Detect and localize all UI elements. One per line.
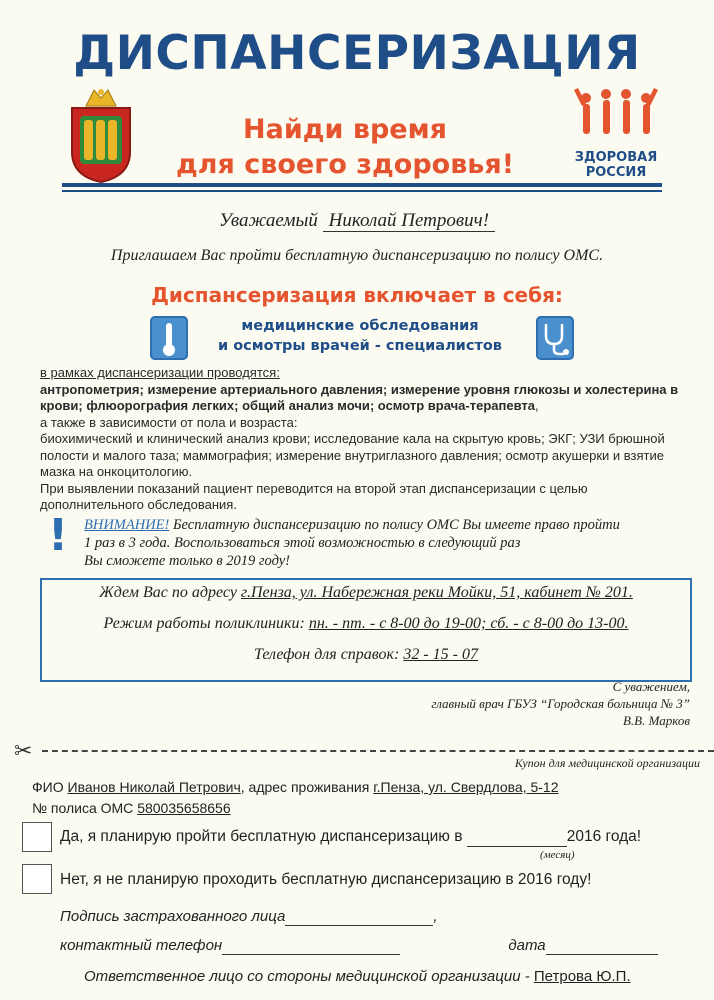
logo-text-line1: ЗДОРОВАЯ <box>574 150 658 165</box>
phone-line <box>40 646 692 664</box>
yes-checkbox[interactable] <box>22 822 52 852</box>
includes-line1: медицинские обследования <box>241 318 479 334</box>
cut-line <box>42 750 714 752</box>
header-rule-thin <box>62 190 662 192</box>
healthy-russia-logo-icon <box>572 86 662 148</box>
stethoscope-icon <box>536 316 574 360</box>
page-title: ДИСПАНСЕРИЗАЦИЯ <box>73 26 641 81</box>
details-second-stage: При выявлении показаний пациент переводится на второй этап диспансеризации с целью дополнительного обследования. <box>40 480 588 512</box>
address-value-coupon: г.Пенза, ул. Свердлова, 5-12 <box>373 779 559 795</box>
slogan <box>160 112 530 182</box>
includes-line2: и осмотры врачей - специалистов <box>218 338 502 354</box>
scissors-icon: ✂ <box>14 738 33 763</box>
no-checkbox[interactable] <box>22 864 52 894</box>
slogan-line2: для своего здоровья! <box>175 149 515 180</box>
yes-option <box>60 828 700 847</box>
hours-line <box>40 615 692 633</box>
polis-label: № полиса ОМС <box>32 800 138 816</box>
responsible-value: Петрова Ю.П. <box>533 968 631 985</box>
date-label: дата <box>508 937 546 954</box>
includes-heading: Диспансеризация включает в себя: <box>151 283 563 307</box>
coupon-title: Купон для медицинской организации <box>514 756 700 770</box>
attention-line2: 1 раз в 3 года. Воспользоваться этой возможностью в следующий раз <box>84 535 521 551</box>
details-intro: в рамках диспансеризации проводятся: <box>40 365 280 380</box>
details-block <box>40 365 685 514</box>
exclamation-icon: ! <box>48 510 69 561</box>
greeting-name: Николай Петрович! <box>323 210 495 232</box>
logo-text-line2: РОССИЯ <box>585 165 647 180</box>
month-field[interactable] <box>467 828 567 847</box>
attention-word: ВНИМАНИЕ! <box>84 517 170 533</box>
attention-line1: Бесплатную диспансеризацию по полису ОМС Вы имеете право пройти <box>169 517 620 533</box>
details-bold: антропометрия; измерение артериального давления; измерение уровня глюкозы и холестерина в крови; флюорография легких; общий анализ мочи; осмотр врача-терапевта <box>40 381 679 413</box>
thermometer-icon <box>150 316 188 360</box>
yes-text: Да, я планирую пройти бесплатную диспансеризацию в <box>60 828 463 845</box>
address-label-coupon: , адрес проживания <box>240 779 374 795</box>
includes-subtitle <box>190 316 530 356</box>
phone-label: Телефон для справок: <box>254 646 404 663</box>
responsible-line <box>84 968 704 985</box>
attention-line3: Вы сможете только в 2019 году! <box>84 553 291 569</box>
hours-label: Режим работы поликлиники: <box>103 615 309 632</box>
sign-label: Подпись застрахованного лица <box>60 908 286 925</box>
fio-label: ФИО <box>32 779 68 795</box>
coat-of-arms-icon <box>66 86 136 184</box>
details-also: а также в зависимости от пола и возраста: <box>40 414 298 430</box>
phone-field[interactable] <box>222 937 400 955</box>
hours-value: пн. - пт. - с 8-00 до 19-00; сб. - с 8-00 до 13-00. <box>308 615 629 632</box>
insured-signature-line <box>60 908 660 926</box>
signature-line3: В.В. Марков <box>622 713 690 728</box>
yes-year: 2016 года! <box>566 828 642 845</box>
header-rule <box>62 183 662 187</box>
slogan-line1: Найди время <box>243 114 447 145</box>
month-hint: (месяц) <box>540 849 575 861</box>
signature-field[interactable] <box>285 908 433 926</box>
signature-line1: С уважением, <box>612 679 690 694</box>
contact-line <box>60 937 700 955</box>
signature-line2: главный врач ГБУЗ “Городская больница № 3” <box>431 696 690 711</box>
no-option: Нет, я не планирую проходить бесплатную диспансеризацию в 2016 году! <box>60 871 592 888</box>
date-field[interactable] <box>546 937 658 955</box>
details-extra: биохимический и клинический анализ крови; исследование кала на скрытую кровь; ЭКГ; УЗИ брюшной полости и малого таза; маммография; измерение внутриглазного давления; осмотр акушерки и взятие мазка на онкоцитологию. <box>40 431 665 479</box>
address-line <box>40 584 692 602</box>
address-label: Ждем Вас по адресу <box>99 584 241 601</box>
fio-value: Иванов Николай Петрович <box>67 779 241 795</box>
phone-value: 32 - 15 - 07 <box>403 646 478 663</box>
sign-comma: , <box>433 908 438 925</box>
phone-label-coupon: контактный телефон <box>60 937 223 954</box>
attention-block <box>84 516 684 570</box>
polis-line <box>32 800 692 816</box>
address-value: г.Пенза, ул. Набережная реки Мойки, 51, кабинет № 201. <box>240 584 633 601</box>
fio-line <box>32 779 692 795</box>
details-comma: , <box>535 398 539 413</box>
greeting-prefix: Уважаемый <box>218 210 318 231</box>
polis-value: 580035658656 <box>137 800 231 816</box>
invitation-text: Приглашаем Вас пройти бесплатную диспансеризацию по полису ОМС. <box>110 247 604 264</box>
healthy-russia-text <box>566 150 666 180</box>
signature-block <box>300 678 690 729</box>
greeting <box>0 210 714 232</box>
responsible-label: Ответственное лицо со стороны медицинской организации - <box>84 968 534 985</box>
